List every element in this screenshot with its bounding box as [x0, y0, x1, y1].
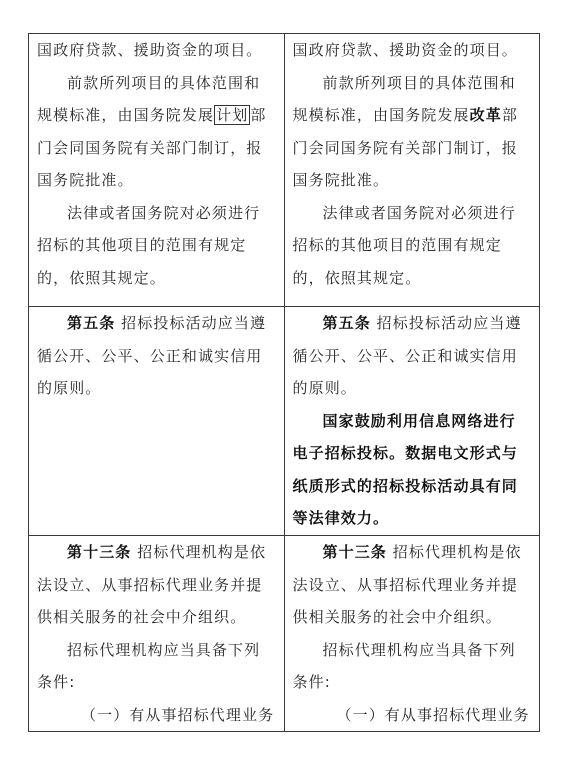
- table-row: [29, 536, 540, 732]
- text: 部门会同国务院有关部门制订，报国务院批准。: [292, 106, 518, 189]
- text: 招标代理机构是依法设立、从事招标代理业务并提供相关服务的社会中介组织。: [37, 543, 267, 626]
- paragraph: 法律或者国务院对必须进行招标的其他项目的范围有规定的，依照其规定。: [292, 203, 516, 287]
- text: 前款所列项目的具体范围和规模标准，由国务院发展: [292, 73, 516, 124]
- text: 前款所列项目的具体范围和规模标准，由国务院发展: [37, 73, 261, 124]
- right-cell: [284, 307, 540, 536]
- paragraph: （一）有从事招标代理业务: [336, 705, 530, 724]
- paragraph: [37, 307, 276, 405]
- left-cell: [29, 307, 285, 536]
- table-row: [29, 34, 540, 307]
- paragraph: [293, 307, 532, 405]
- paragraph: 法律或者国务院对必须进行招标的其他项目的范围有规定的，依照其规定。: [37, 203, 261, 287]
- boxed-term: 计划: [216, 106, 249, 124]
- article-number: 第十三条: [322, 543, 387, 561]
- left-cell: [29, 536, 285, 732]
- left-cell: [29, 34, 285, 307]
- right-cell: [284, 34, 540, 307]
- changed-term: 改革: [469, 106, 502, 124]
- article-number: 第十三条: [67, 543, 132, 561]
- paragraph: [293, 536, 532, 634]
- paragraph: [37, 67, 276, 197]
- article-number: 第五条: [322, 314, 371, 332]
- added-paragraph: 国家鼓励利用信息网络进行电子招标投标。数据电文形式与纸质形式的招标投标活动具有同等法律效力。: [292, 411, 518, 527]
- text: 招标代理机构是依法设立、从事招标代理业务并提供相关服务的社会中介组织。: [292, 543, 522, 626]
- table-row: [29, 307, 540, 536]
- paragraph: 招标代理机构应当具备下列条件:: [37, 640, 261, 691]
- paragraph: 国政府贷款、援助资金的项目。: [292, 41, 518, 59]
- comparison-table: [28, 33, 540, 732]
- paragraph: （一）有从事招标代理业务: [81, 705, 275, 724]
- text: 部门会同国务院有关部门制订，报国务院批准。: [37, 106, 267, 189]
- paragraph: [293, 67, 532, 197]
- paragraph: 招标代理机构应当具备下列条件:: [292, 640, 516, 691]
- right-cell: [284, 536, 540, 732]
- text: 招标投标活动应当遵循公开、公平、公正和诚实信用的原则。: [292, 314, 522, 397]
- article-number: 第五条: [67, 314, 116, 332]
- paragraph: [37, 536, 276, 634]
- paragraph: 国政府贷款、援助资金的项目。: [37, 41, 263, 59]
- text: 招标投标活动应当遵循公开、公平、公正和诚实信用的原则。: [37, 314, 267, 397]
